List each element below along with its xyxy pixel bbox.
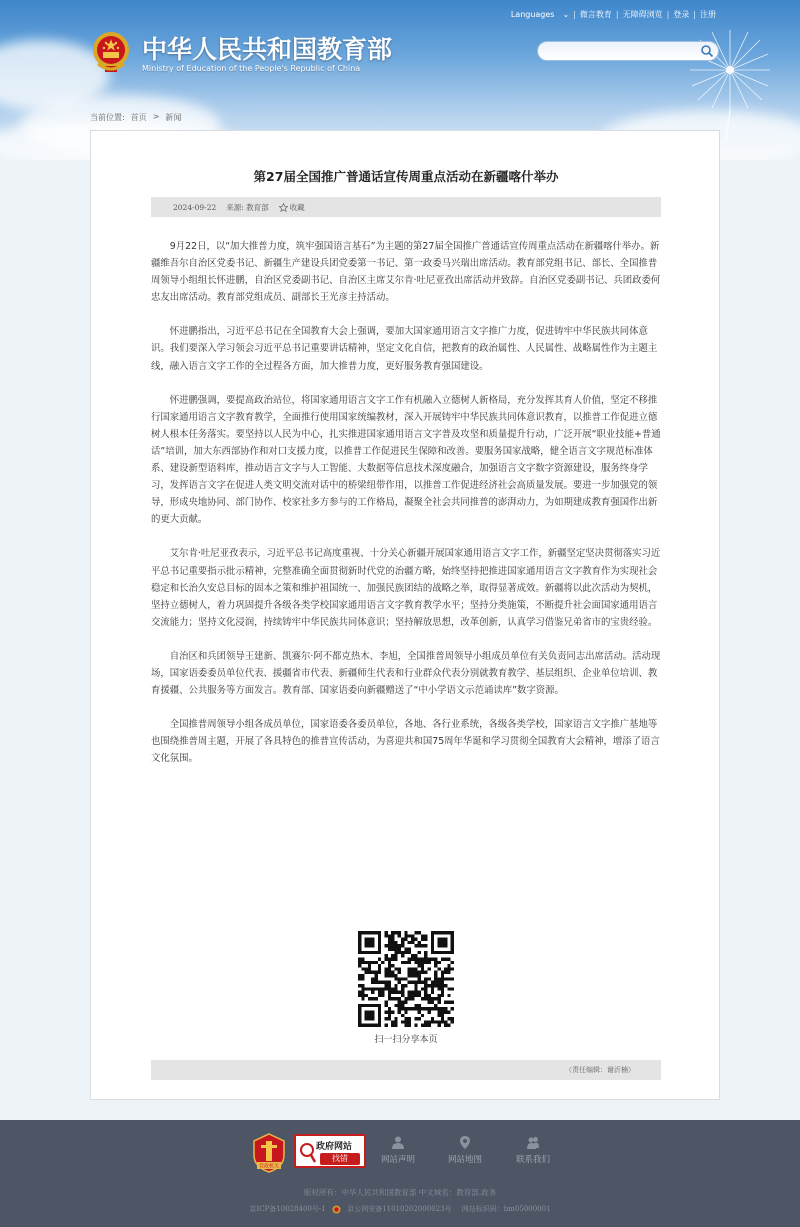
location-pin-icon: [459, 1136, 471, 1149]
article-date: 2024-09-22: [173, 202, 217, 212]
site-subtitle: Ministry of Education of the People's Republic of China: [142, 64, 361, 73]
star-icon: [279, 203, 288, 212]
badge-text: 党政机关: [258, 1163, 280, 1170]
icp-link[interactable]: 京ICP备10028400号-1: [249, 1205, 326, 1213]
breadcrumb-separator: >: [152, 112, 160, 121]
police-record-link[interactable]: 京公网安备11010202000023号: [347, 1205, 452, 1213]
breadcrumb-home[interactable]: 首页: [130, 113, 147, 122]
footer-link-label: 联系我们: [515, 1155, 550, 1165]
article-paragraph: 9月22日，以“加大推普力度，筑牢强国语言基石”为主题的第27届全国推广普通话宣传周重点活动在新疆喀什举办。新疆维吾尔自治区党委书记、新疆生产建设兵团党委第一书记、第一政委马兴瑞出席活动。教育部党组书记、部长、全国推普周领导小组组长怀进鹏，自治区党委副书记、自治区主席艾尔肯·吐尼亚孜出席活动并致辞。自治区党委副书记、兵团政委何忠友出席活动。教育部党组成员、副部长王光彦主持活动。: [151, 241, 661, 304]
nav-separator: |: [666, 9, 670, 19]
party-gov-badge-icon[interactable]: [252, 1133, 286, 1173]
chevron-down-icon: ⌄: [562, 9, 570, 19]
gov-site-label: 政府网站: [316, 1142, 353, 1152]
footer-link-label: 网站地图: [447, 1155, 482, 1165]
login-link[interactable]: 登录: [673, 9, 690, 19]
nav-separator: |: [693, 9, 696, 19]
article-paragraph: 怀进鹏指出，习近平总书记在全国教育大会上强调，要加大国家通用语言文字推广力度，促进铸牢中华民族共同体意识。我们要深入学习领会习近平总书记重要讲话精神，坚定文化自信，把教育的政治属性、人民属性、战略属性作为主题主线，融入语言文字工作的全过程各方面，加大推普力度，更好服务教育强国建设。: [151, 326, 658, 372]
footer-link-statement[interactable]: [368, 1136, 428, 1165]
article-paragraph: 自治区和兵团领导王建新、凯赛尔·阿不都克热木、李旭，全国推普周领导小组成员单位有关负责同志出席活动。活动现场，国家语委委员单位代表、援疆省市代表、新疆师生代表和行业群众代表分别就教育教学、基层组织、企业单位培训、教育援疆、公共服务等方面发言。教育部、国家语委向新疆赠送了“中小学语文示范诵读库”数字资源。: [151, 650, 661, 697]
article-source: 来源: 教育部: [226, 202, 269, 212]
dandelion-decoration: [670, 20, 780, 140]
article-card: [90, 130, 720, 1100]
search-input[interactable]: [537, 41, 719, 61]
article-title: 第27届全国推广普通话宣传周重点活动在新疆喀什举办: [253, 169, 559, 184]
article-paragraph: 怀进鹏强调，要提高政治站位，将国家通用语言文字工作有机融入立德树人新格局，充分发挥其育人价值，坚定不移推行国家通用语言文字教育教学，全面推行使用国家统编教材，深入开展铸牢中华民族共同体意识教育，以推普工作促进立德树人根本任务落实。要坚持以人民为中心，扎实推进国家通用语言文字普及攻坚和质量提升行动，广泛开展“职业技能+普通话”培训，加大东西部协作和对口支援力度，以推普工作促进民生保障和改善。要服务国家战略，健全语言文字规范标准体系、建设新型语料库，推动语言文字与人工智能、大数据等信息技术深度融合，加强语言文字数字资源建设，服务终身学习，发挥语言文字在促进人类文明交流对话中的桥梁纽带作用，以推普工作促进经济社会高质量发展。要进一步加强党的领导，形成央地协同、部门协作、校家社多方参与的工作格局，凝聚全社会共同推普的澎湃动力，为如期建成教育强国作出新的更大贡献。: [151, 394, 661, 526]
site-code: 网站标识码：bm05000001: [461, 1205, 551, 1213]
magnifier-icon: [299, 1142, 317, 1164]
footer-icp-line: [0, 1204, 800, 1214]
qr-caption: 扫一扫分享本页: [374, 1035, 438, 1045]
search-icon[interactable]: [700, 44, 714, 58]
breadcrumb: [90, 112, 181, 123]
police-badge-icon: [332, 1205, 341, 1214]
footer-link-contact[interactable]: [503, 1136, 563, 1165]
footer-link-label: 网站声明: [380, 1155, 415, 1165]
register-link[interactable]: 注册: [700, 9, 716, 19]
favorite-button[interactable]: [279, 202, 305, 213]
editor-bar: [151, 1060, 661, 1080]
article-meta-bar: [151, 197, 661, 217]
nav-separator: |: [615, 9, 619, 19]
favorite-label: 收藏: [289, 202, 305, 212]
site-footer: [0, 1120, 800, 1227]
footer-copyright: 版权所有：中华人民共和国教育部 中文域名：教育部.政务: [303, 1188, 497, 1197]
accessibility-link[interactable]: 无障碍浏览: [622, 9, 663, 19]
article-paragraph: 艾尔肯·吐尼亚孜表示，习近平总书记高度重视、十分关心新疆开展国家通用语言文字工作，新疆坚定坚决贯彻落实习近平总书记重要指示批示精神，完整准确全面贯彻新时代党的治疆方略，始终坚持把推进国家通用语言文字教育作为实现社会稳定和长治久安总目标的固本之策和维护祖国统一、加强民族团结的战略之举，取得显著成效。新疆将以此次活动为契机，坚持立德树人，着力巩固提升各级各类学校国家通用语言文字教育教学水平；坚持分类施策，不断提升社会面国家通用语言交流能力；坚持文化浸润，持续铸牢中华民族共同体意识；坚持解放思想，改革创新，认真学习借鉴兄弟省市的宝贵经验。: [151, 548, 661, 628]
gov-site-error-label: 找错: [320, 1153, 360, 1165]
site-title[interactable]: 中华人民共和国教育部: [142, 35, 393, 64]
footer-link-sitemap[interactable]: [435, 1136, 495, 1165]
languages-link[interactable]: Languages: [510, 9, 555, 19]
person-icon: [392, 1136, 404, 1149]
group-icon: [527, 1136, 539, 1149]
article-body: [151, 238, 661, 784]
breadcrumb-current[interactable]: 新闻: [165, 113, 182, 122]
article-paragraph: 全国推普周领导小组各成员单位，国家语委各委员单位，各地、各行业系统，各级各类学校，国家语言文字推广基地等也围绕推普周主题，开展了各具特色的推普宣传活动，为喜迎共和国75周年华诞和学习贯彻全国教育大会精神，增添了语言文化氛围。: [151, 719, 660, 765]
breadcrumb-label: 当前位置:: [90, 113, 125, 122]
qr-code: [358, 931, 454, 1027]
editor-credit: （责任编辑：谢沂楠）: [565, 1066, 635, 1074]
gov-site-error-report-button[interactable]: [294, 1134, 366, 1168]
nav-separator: |: [573, 9, 576, 19]
national-emblem-icon[interactable]: [90, 30, 132, 74]
weibo-link[interactable]: 微言教育: [579, 9, 612, 19]
top-nav: [507, 7, 720, 21]
